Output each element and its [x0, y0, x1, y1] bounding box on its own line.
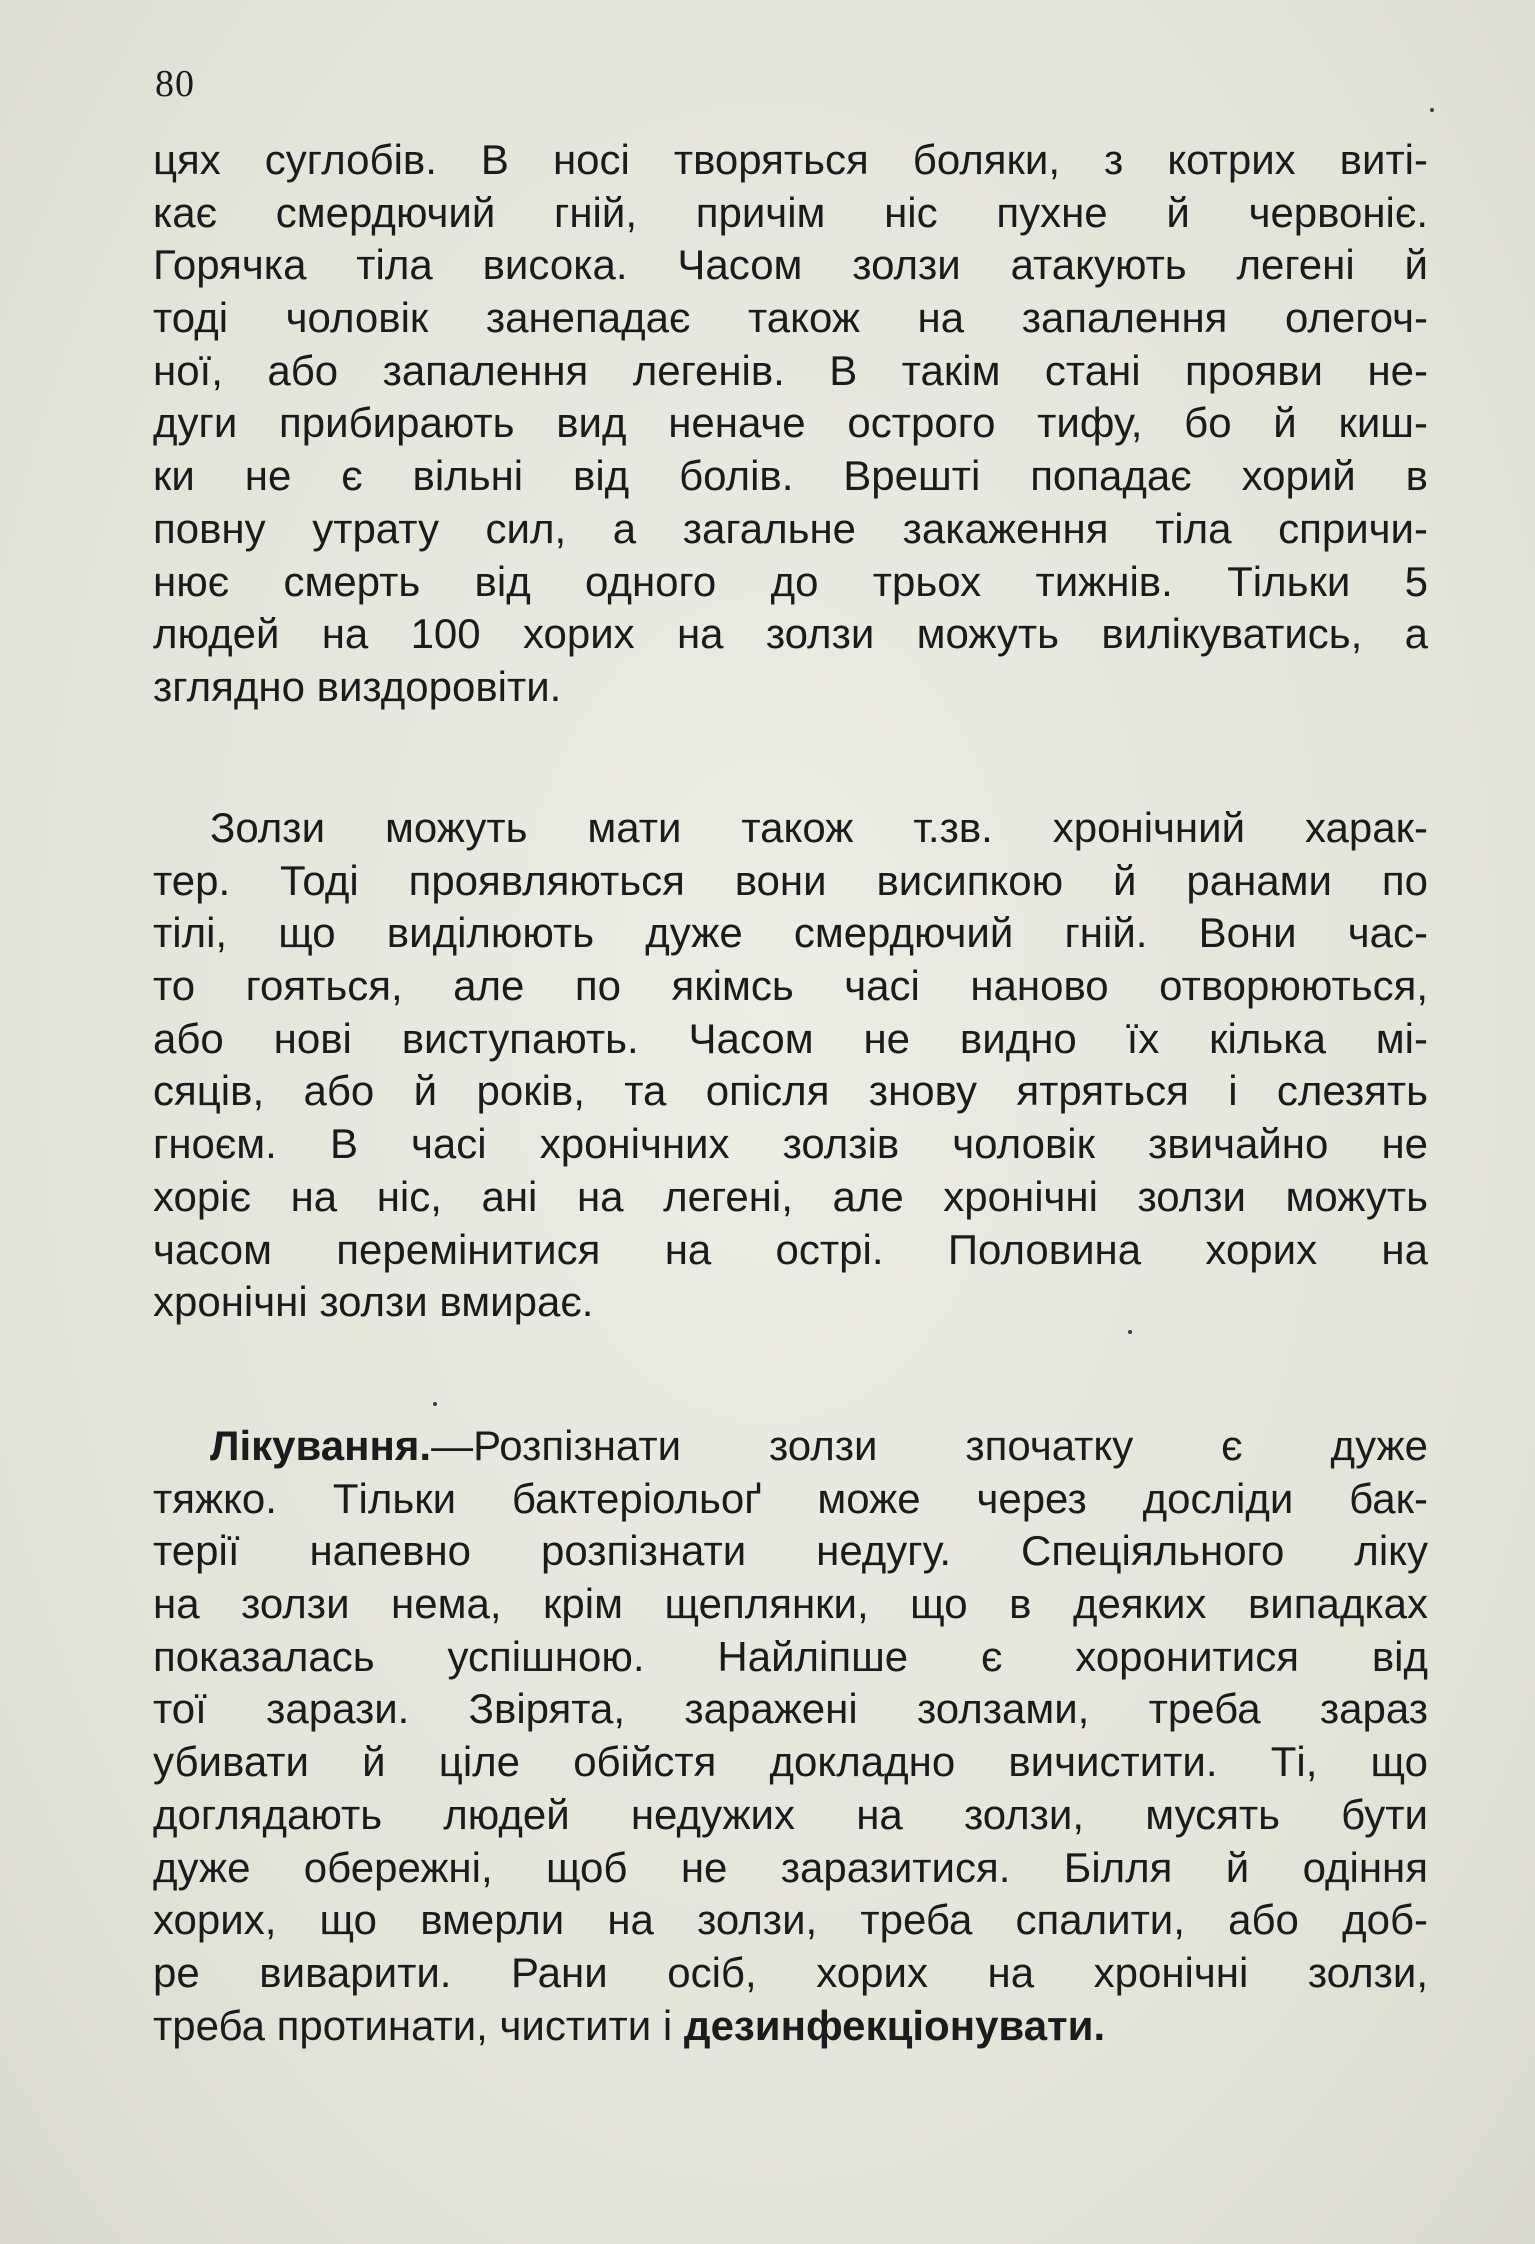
text-line: дуги прибирають вид неначе острого тифу, бо й киш-	[153, 399, 1428, 447]
text-run-bold: дезинфекціонувати.	[683, 2001, 1106, 2049]
text-line: тяжко. Тільки бактеріольоґ може через досліди бак-	[153, 1474, 1428, 1522]
text-line: показалась успішною. Найліпше є хоронитися від	[153, 1632, 1428, 1680]
text-line: цях суглобів. В носі творяться боляки, з котрих виті-	[153, 136, 1428, 183]
text-line: ки не є вільні від болів. Врешті попадає хорий в	[153, 452, 1428, 500]
page-number: 80	[155, 63, 195, 105]
text-line: на золзи нема, крім щеплянки, що в деяких випадках	[153, 1580, 1428, 1628]
text-line: часом перемінитися на острі. Половина хорих на	[153, 1225, 1428, 1273]
text-line: терії напевно розпізнати недугу. Спеціяльного ліку	[153, 1527, 1428, 1575]
text-line	[153, 2000, 1428, 2053]
text-line: хронічні золзи вмирає.	[153, 1278, 594, 1326]
text-line: ре виварити. Рани осіб, хорих на хронічні золзи,	[153, 1948, 1428, 1996]
text-line: нює смерть від одного до трьох тижнів. Тільки 5	[153, 557, 1428, 605]
text-line: хоріє на ніс, ані на легені, але хронічні золзи можуть	[153, 1172, 1428, 1220]
text-line: тілі, що виділюють дуже смердючий гній. Вони час-	[153, 909, 1428, 957]
section-heading: Лікування.	[210, 1422, 432, 1469]
text-line: гноєм. В часі хронічних золзів чоловік звичайно не	[153, 1120, 1428, 1168]
text-line: тої зарази. Звірята, заражені золзами, треба зараз	[153, 1685, 1428, 1733]
text-line: повну утрату сил, а загальне закаження тіла спричи-	[153, 504, 1428, 552]
text-line: зглядно виздоровіти.	[153, 662, 562, 710]
scan-speck	[1430, 108, 1434, 112]
text-run: треба протинати, чистити і	[153, 2001, 684, 2049]
text-line: або нові виступають. Часом не видно їх кілька мі-	[153, 1014, 1428, 1062]
text-line: то гояться, але по якімсь часі наново отворюються,	[153, 962, 1428, 1010]
paragraph-chronic	[153, 802, 1428, 1329]
text-line: Горячка тіла висока. Часом золзи атакують легені й	[153, 241, 1428, 289]
text-line: дуже обережні, щоб не заразитися. Білля й одіння	[153, 1843, 1428, 1891]
paragraph-symptoms	[153, 134, 1428, 714]
text-line	[153, 1420, 1428, 1473]
text-run: —Розпізнати золзи зпочатку є дуже	[431, 1422, 1428, 1469]
text-line: убивати й ціле обійстя докладно вичистити. Ті, що	[153, 1738, 1428, 1786]
text-line: сяців, або й років, та опісля знову ятряться і слезять	[153, 1067, 1428, 1115]
text-line: тер. Тоді проявляються вони висипкою й ранами по	[153, 856, 1428, 904]
text-line: доглядають людей недужих на золзи, мусять бути	[153, 1790, 1428, 1838]
text-line: ної, або запалення легенів. В такім стані прояви не-	[153, 346, 1428, 394]
text-line: кає смердючий гній, причім ніс пухне й червоніє.	[153, 188, 1428, 236]
text-line: людей на 100 хорих на золзи можуть вилікуватись, а	[153, 610, 1428, 658]
text-line: Золзи можуть мати також т.зв. хронічний харак-	[210, 804, 1428, 851]
scan-speck	[1128, 1330, 1132, 1334]
text-line: хорих, що вмерли на золзи, треба спалити, або доб-	[153, 1896, 1428, 1944]
text-line: тоді чоловік занепадає також на запалення олегоч-	[153, 294, 1428, 342]
paragraph-treatment	[153, 1420, 1428, 2052]
scan-speck	[433, 1402, 437, 1406]
